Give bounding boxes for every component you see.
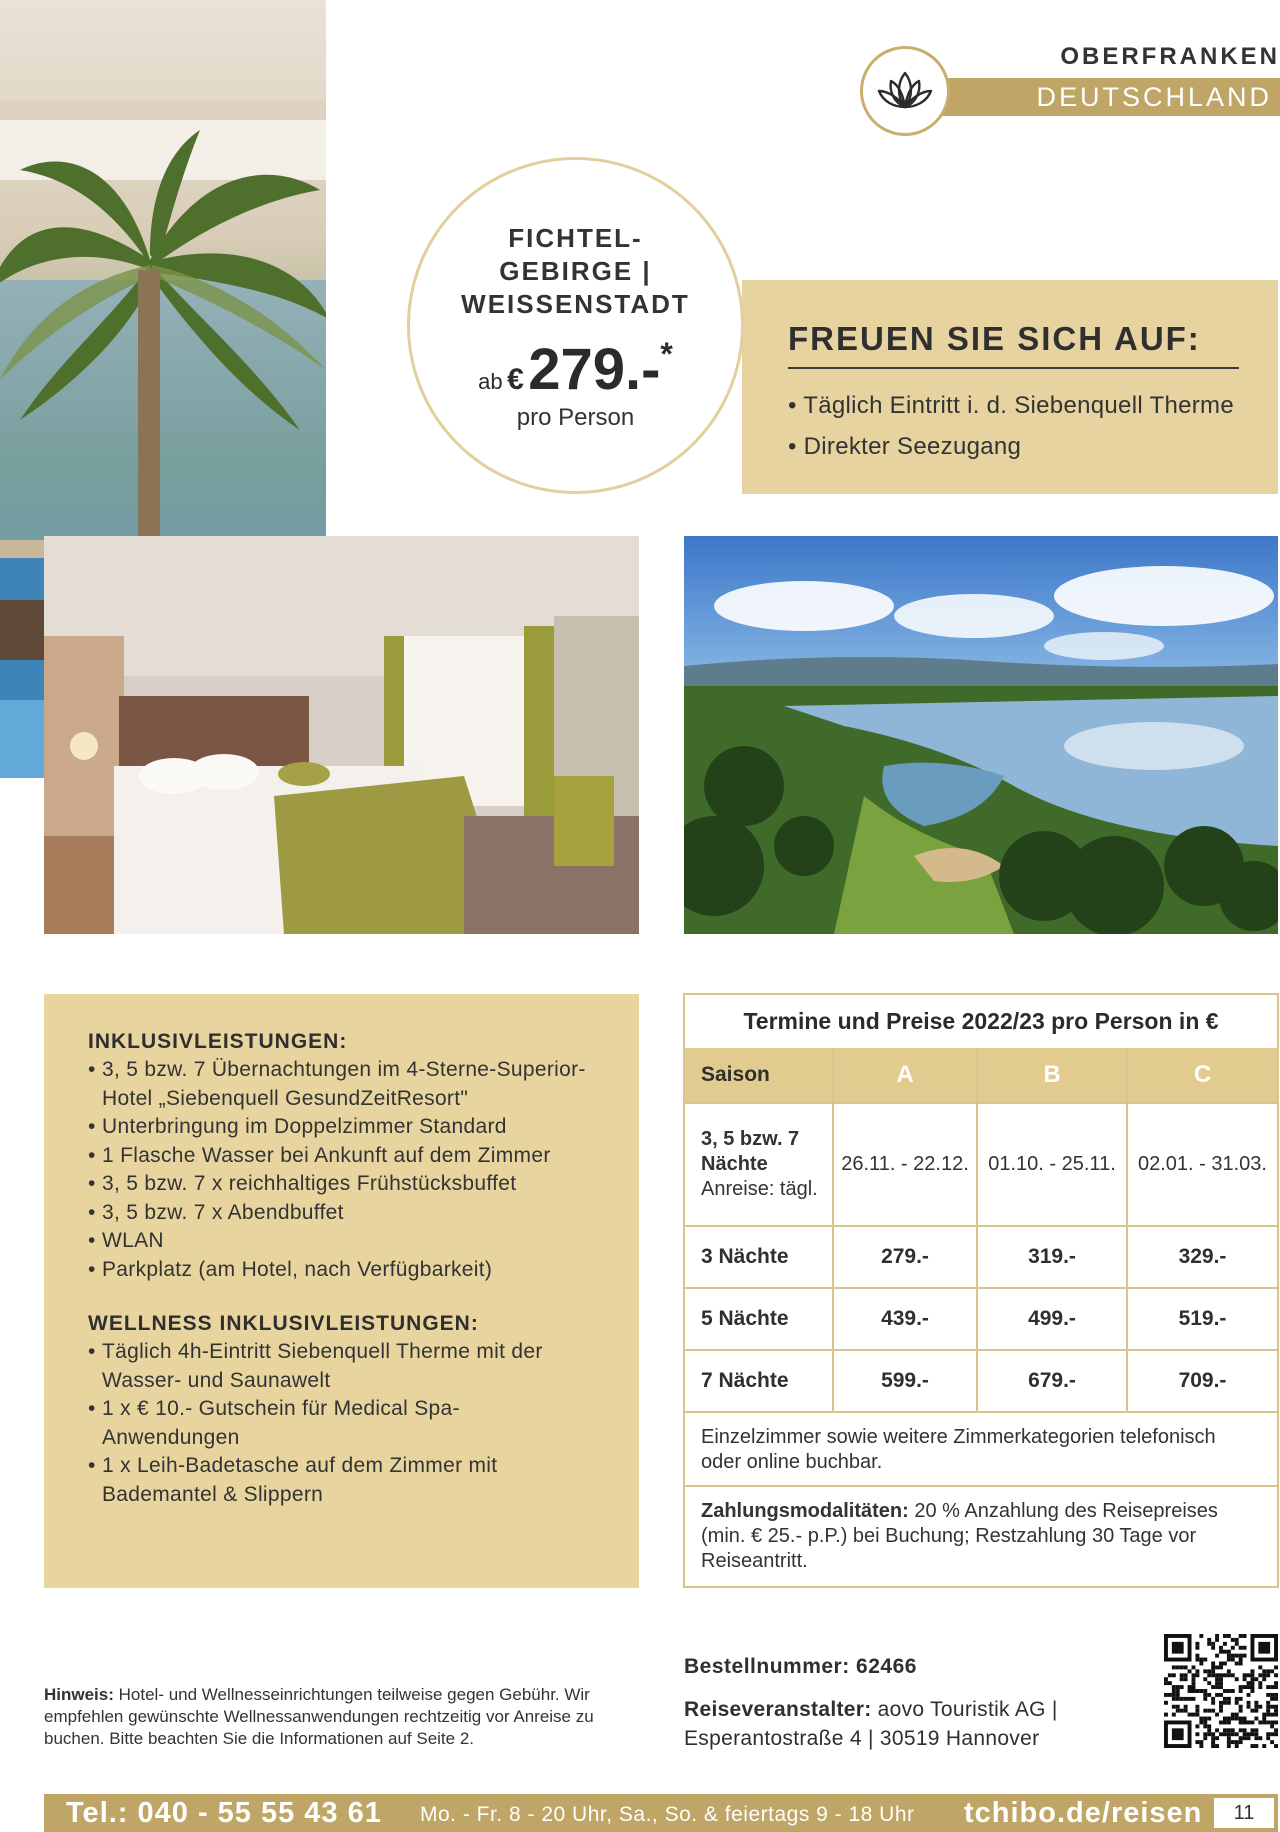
- price-per-person: pro Person: [516, 404, 635, 431]
- room-note: Einzelzimmer sowie weitere Zimmerkategorien telefonisch oder online buchbar.: [685, 1413, 1277, 1487]
- hotel-room-photo: [44, 536, 639, 934]
- qr-code-icon[interactable]: [1164, 1634, 1278, 1748]
- page-number: 11: [1214, 1798, 1274, 1828]
- contact-bar: [44, 1794, 1278, 1832]
- wellness-list: [88, 1338, 595, 1509]
- tour-operator: Reiseveranstalter: aovo Touristik AG |: [684, 1698, 1058, 1721]
- list-item: • WLAN: [88, 1227, 595, 1256]
- wellness-title: WELLNESS INKLUSIVLEISTUNGEN:: [88, 1312, 479, 1335]
- highlights-list: [788, 392, 1234, 474]
- order-info: [684, 1655, 1058, 1753]
- inclusive-services-box: [44, 994, 639, 1588]
- list-item: • 1 x € 10.- Gutschein für Medical Spa-Anwendungen: [88, 1395, 595, 1452]
- highlights-title: FREUEN SIE SICH AUF:: [788, 320, 1201, 357]
- season-header: Saison: [685, 1048, 833, 1103]
- price-circle: [407, 157, 744, 494]
- table-row: 5 Nächte 439.- 499.- 519.-: [685, 1288, 1277, 1350]
- operator-address: Esperantostraße 4 | 30519 Hannover: [684, 1727, 1040, 1750]
- date-range-b: 01.10. - 25.11.: [977, 1103, 1127, 1226]
- opening-hours: Mo. - Fr. 8 - 20 Uhr, Sa., So. & feiertags 9 - 18 Uhr: [420, 1803, 915, 1826]
- date-range-c: 02.01. - 31.03.: [1127, 1103, 1277, 1226]
- price-table-caption: Termine und Preise 2022/23 pro Person in €: [743, 1008, 1219, 1034]
- region-name: OBERFRANKEN: [1060, 43, 1280, 70]
- region-badge: [860, 40, 1280, 140]
- payment-terms: Zahlungsmodalitäten: 20 % Anzahlung des Reisepreises (min. € 25.- p.P.) bei Buchung; Restzahlung 30 Tage vor Reiseantritt.: [701, 1500, 1218, 1572]
- list-item: • 1 Flasche Wasser bei Ankunft auf dem Zimmer: [88, 1142, 595, 1171]
- highlights-box: [742, 280, 1278, 494]
- list-item: • 3, 5 bzw. 7 Übernachtungen im 4-Sterne-Superior-Hotel „Siebenquell GesundZeitResort": [88, 1056, 595, 1113]
- table-row: 7 Nächte 599.- 679.- 709.-: [685, 1350, 1277, 1412]
- highlight-item: • Direkter Seezugang: [788, 433, 1022, 460]
- inclusive-list: [88, 1056, 595, 1284]
- season-b-header: B: [977, 1048, 1127, 1103]
- table-row: 3 Nächte 279.- 319.- 329.-: [685, 1226, 1277, 1288]
- order-number: Bestellnummer: 62466: [684, 1655, 917, 1678]
- country-name: DEUTSCHLAND: [1036, 82, 1272, 112]
- season-c-header: C: [1127, 1048, 1277, 1103]
- list-item: • Unterbringung im Doppelzimmer Standard: [88, 1113, 595, 1142]
- phone-number[interactable]: Tel.: 040 - 55 55 43 61: [66, 1797, 382, 1829]
- list-item: • 3, 5 bzw. 7 x reichhaltiges Frühstücksbuffet: [88, 1170, 595, 1199]
- list-item: • 3, 5 bzw. 7 x Abendbuffet: [88, 1199, 595, 1228]
- list-item: • 1 x Leih-Badetasche auf dem Zimmer mit Bademantel & Slippern: [88, 1452, 595, 1509]
- hint-text: Hinweis: Hotel- und Wellnesseinrichtungen teilweise gegen Gebühr. Wir empfehlen gewünschte Wellnessanwendungen rechtzeitig vor Anreise zu buchen. Bitte beachten Sie die Informationen auf Seite 2.: [44, 1685, 594, 1748]
- date-range-a: 26.11. - 22.12.: [833, 1103, 977, 1226]
- price-table: [683, 993, 1279, 1588]
- website-link[interactable]: tchibo.de/reisen: [964, 1797, 1203, 1829]
- list-item: • Täglich 4h-Eintritt Siebenquell Therme mit der Wasser- und Saunawelt: [88, 1338, 595, 1395]
- list-item: • Parkplatz (am Hotel, nach Verfügbarkeit): [88, 1256, 595, 1285]
- lotus-icon: [860, 46, 950, 136]
- highlight-item: • Täglich Eintritt i. d. Siebenquell Therme: [788, 392, 1234, 419]
- inclusive-title: INKLUSIVLEISTUNGEN:: [88, 1030, 348, 1053]
- lake-landscape-photo: [684, 536, 1278, 934]
- highlights-rule: [788, 367, 1239, 369]
- season-a-header: A: [833, 1048, 977, 1103]
- destination-title: FICHTEL- GEBIRGE | WEISSENSTADT: [461, 223, 690, 319]
- dates-label: 3, 5 bzw. 7 Nächte Anreise: tägl.: [685, 1103, 833, 1226]
- price-from: ab € 279.-*: [478, 336, 673, 402]
